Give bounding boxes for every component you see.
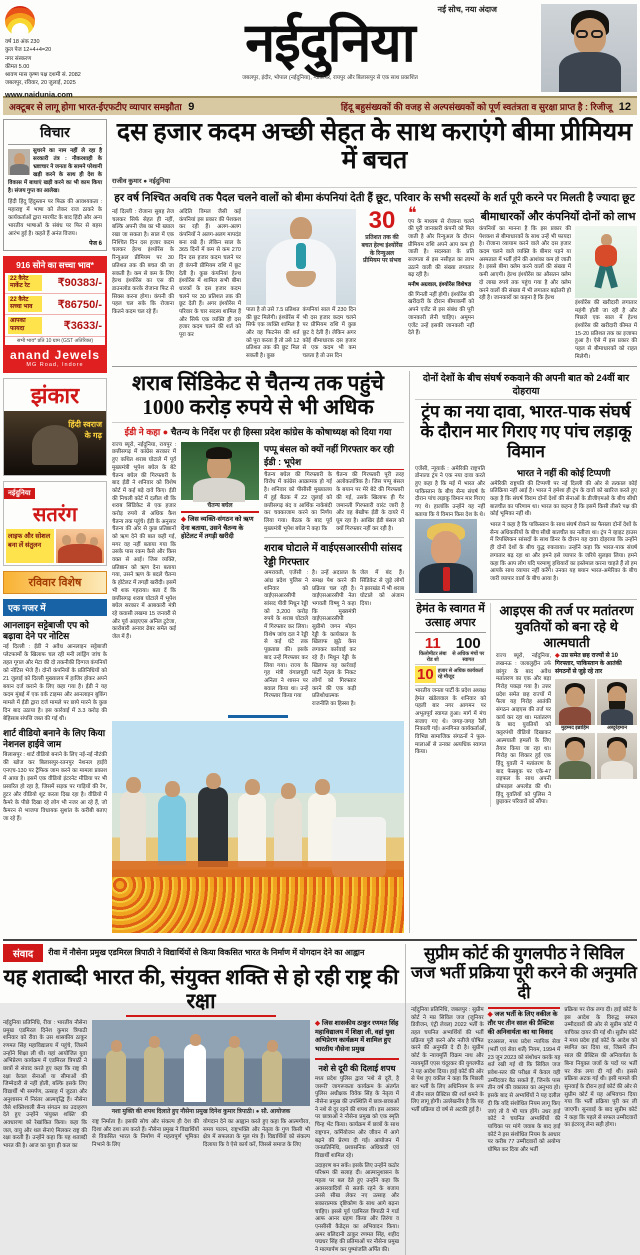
court-bullet: ◆ जज भर्ती के लिए वकील के तौर पर तीन साल की प्रैक्टिस की अनिवार्यता का था विवाद bbox=[488, 1007, 561, 1037]
satrang-brand: नईदुनिया bbox=[4, 488, 35, 499]
jeweller-address: MG Road, Indore bbox=[26, 361, 84, 368]
quote-text: एप के माध्यम से रोजाना चलने की पूरी जानकारी कंपनी को मिल जाती है और रिन्युअल के दौरान प्रीमियम राशि अपने आप कम हो जाती है। सदस्यता के प्रति सजगता से इस नसीहत का लाभ उठाने वाली की संख्या लगातार बढ़ रही है। bbox=[408, 218, 474, 279]
gold-rate-ad[interactable] bbox=[3, 256, 107, 373]
hemant-welcome-box[interactable] bbox=[415, 603, 491, 807]
tagline: नई सोच, नया अंदाज bbox=[437, 5, 497, 14]
stat-number: 11 bbox=[424, 634, 441, 652]
liquor-highlight-bullet: ◆ जिस व्यक्ति-संगठन को ऋण देना बताया, उसने चैतन्य के होटेलट में तगड़ी खरीदी bbox=[181, 516, 259, 542]
lead-column: अदिति विमल जैसी कई कंपनियां इस प्रकार की पेशकश कर रही हैं। अलग-अलग कंपनियों ने अलग-अलग मापदंड बना रखे हैं। लेकिन साल के 365 दिनों में कम से कम 270 दिन दस हजार कदम चलने पर ही कंपनी प्रीमियम राशि में छूट देती है। कुछ कंपनियां हेल्थ इंश्योरेंस में शामिल सभी बीमा धारकों के दस हजार कदम चलने पर 30 प्रतिशत तक की छूट देती हैं। अगर इंश्योरेंस में परिवार के चार सदस्य शामिल हैं और सिर्फ एक व्यक्ति ही दस हजार कदम चलने की शर्त को पूरा कर bbox=[179, 209, 241, 338]
quote-icon: ❝ bbox=[408, 205, 417, 222]
liquor-headline: शराब सिंडिकेट से चैतन्य तक पहुंचे 1000 करोड़ रुपये से भी अधिक bbox=[132, 370, 384, 419]
doctor-photo bbox=[246, 209, 356, 305]
conversion-bullet: ◆ उप्र समेत छह राज्यों से 10 गिरफ्तार, पाकिस्तान के आतंकी संगठनों से जुड़े रहे तार bbox=[555, 653, 637, 676]
conversion-story[interactable] bbox=[496, 603, 637, 807]
brief-body: नई दिल्ली : ईडी ने अवैध आनलाइन सट्टेबाजी प्लेटफार्मों के खिलाफ चल रही मनी लांड्रिंग जांच के तहत गूगल और मेटा की दो तकनीकी दिग्गज कंपनियों को नोटिस भेजे हैं। दोनों कंपनियों के प्रतिनिधियों को 21 जुलाई को दिल्ली मुख्यालय में हाजिर होकर अपने बयान दर्ज कराने के लिए कहा गया है। ईडी ने यह कदम मुंबई में एक वर्क टाइम्स और आनलाइन बुकिंग मामले में ईडी द्वारा दर्ज मामले पर छापे मारने के कुछ दिन बाद उठाया है। इस कार्रवाई में 3.3 करोड़ की बेहिसाब संपत्ति जब्त की गई थी। bbox=[3, 644, 107, 722]
suspect-name: अब्दुर्रहमान bbox=[607, 724, 627, 731]
edition-volume: वर्ष 18 अंक 230 bbox=[5, 39, 40, 45]
chaitanya-photo bbox=[181, 442, 259, 500]
oath-photo bbox=[92, 1020, 310, 1106]
reddy-arrest-box bbox=[264, 537, 404, 708]
navy-column: नईदुनिया प्रतिनिधि, रीवा : भारतीय नौसेना प्रमुख एडमिरल दिनेश कुमार त्रिपाठी शनिवार को रीवा के उस शासकीय ठाकुर रणमत सिंह महाविद्यालय में पहुंचे, जिसमें उन्होंने शिक्षा ली थी। यहां आयोजित युवा अभिप्रेरण कार्यक्रम में एडमिरल त्रिपाठी ने छात्रों से संवाद करते हुए कहा कि राष्ट्र की रक्षा केवल सेनाओं या सीमाओं की जिम्मेदारी से नहीं होती, बल्कि इसके लिए विद्यार्थी भी समर्पण, उत्साह में जुटता और अनुशासन में निरंतर आत्मवृद्धि हैं। नौसेना जैसे शक्तिशाली सैन्य संगठन का उदाहरण देते हुए उन्होंने 'संयुक्त शक्ति' की अवधारणा को रेखांकित किया। कहा कि जल, वायु और थल सेनाएं मिलकर राष्ट्र की रक्षा करती हैं। उन्होंने कहा कि यह शताब्दी भारत की है। आज का युवा ही कल का bbox=[3, 1019, 87, 1149]
court-column: दरअसल, मध्य प्रदेश न्यायिक सेवा (भर्ती एवं सेवा शर्तें) नियम, 1994 में 23 जून 2023 को संशोधन करके यह शर्त रखी गई थी कि सिविल जज प्रवेश-स्तर की परीक्षा में केवल वही उम्मीदवार बैठ सकते हैं, जिनके पास तीन वर्ष की वकालत का अनुभव हो। इसके बाद से अभ्यर्थियों ने यह दलील दी कि यदि संशोधित नियम लागू किए जाएं तो वे भी पात्र होंगे। उधर हाई कोर्ट ने चयनित अभ्यर्थियों की याचिका पर मांगे जवाब के बाद हाई कोर्ट ने इस संशोधित नियम के आधार पर करीब 77 उम्मीदवारों को अयोग्य घोषित कर दिया और भर्ती bbox=[487, 1039, 561, 1153]
stethoscope-icon bbox=[296, 243, 306, 269]
hemant-body: भारतीय जनता पार्टी के प्रदेश अध्यक्ष हेमंत खंडेलवाल के शनिवार को पहली बार नगर आगमन पर अभूतपूर्व स्वागत हुआ। मार्ग में मंच सजाए गए थे। जगह-जगह रैली निकाली गई। अनगिनत कार्यकर्ताओं, विभिन्न सामाजिक संगठनों ने फूल-मालाओं से उनका अत्यधिक स्वागत किया। bbox=[415, 687, 486, 756]
stat-number: 30 bbox=[368, 207, 396, 234]
court-column: प्रक्रिया पर रोक लगा दी। हाई कोर्ट के इस आदेश के विरुद्ध सफल उम्मीदवारों की ओर से सुप्रीम कोर्ट में याचिका दायर की गई थी। सुप्रीम कोर्ट ने मध्य प्रदेश हाई कोर्ट के आदेश को स्थगित कर दिया था, जिसमें तीन साल की प्रैक्टिस की अनिवार्यता के बिना नियुक्त जजों के पदों पर भर्ती पर रोक लगा दी गई थी। इससे प्रक्रिया अटक गई थी। इसी मामले की सुनवाई के दौरान हाई कोर्ट की ओर से सुप्रीम कोर्ट में यह अभिवचन दिया गया कि भर्ती प्रक्रिया पूरी कर ली जाएगी। सुनवाई के बाद सुप्रीम कोर्ट ने कहा कि पहले से सफल उम्मीदवारों का इंटरव्यू लेना सही होगा। bbox=[564, 1007, 638, 1129]
price: कीमत 5.00 bbox=[5, 63, 30, 70]
reddy-column: है। उन्हें अदालत के समक्ष पेश करने की प्रक्रिया चल रही है। वाईएसआरसीपी नेता भगवती विष्णु ने कहा कि मुख्यमंत्री वाईएसआरसीपी सुप्रीमो जगन मोहन रेड्डी के कार्यकाल के खिलाफ झूठे केस लगाकर कार्रवाई कर रहे हैं। मिधुन रेड्डी के खिलाफ यह कार्रवाई पार्टी नेतृत्व के निकट लोगों को गिरफ्तार करने की एक कड़ी प्रतिशोधात्मक राजनीति का हिस्सा है। bbox=[312, 570, 356, 707]
city-edition: नगर संस्करण bbox=[5, 55, 32, 62]
trump-story[interactable] bbox=[415, 371, 637, 594]
opinion-item[interactable]: सुधरने का नाम नहीं ले रहा है सरकारी तंत्र : नौकरशाही के भ्रष्टाचार ने जनता के सामने परेशानी खड़ी करने के साथ ही देश के विकास में बाधाएं खड़ी करने का भी काम किया है। संजय गुप्त का आलेख। bbox=[8, 148, 102, 194]
red-rule bbox=[126, 1015, 276, 1017]
quote-extra: की गिनती नहीं होगी। इंश्योरेंस की खरीदारी के दौरान बीमाकर्मी को अपने एजेंट से इस संबंध की पूरी जानकारी लेनी चाहिए। अमूमन एजेंट उन्हें इसकी जानकारी नहीं देते हैं। bbox=[408, 291, 474, 337]
conversion-headline: आइएस की तर्ज पर मतांतरण युवतियों को बना रहे थे आत्मघाती bbox=[499, 603, 634, 650]
benefit-column: इंश्योरेंस की खरीदारी लगातार महंगी होती जा रही है और पिछले एक साल में हेल्थ इंश्योरेंस की खरीदारी कीमत में 15-20 प्रतिशत तक का इजाफा हुआ है। ऐसे में इस प्रकार की पहल से बीमाधारकों को राहत मिलेगी। bbox=[575, 300, 637, 360]
india-box-title: भारत ने नहीं की कोई टिप्पणी bbox=[516, 467, 611, 478]
oath-pledge-box bbox=[315, 1063, 399, 1161]
gold-ad-header: 916 सोने का सच्चा भाव* bbox=[5, 258, 105, 273]
at-a-glance-header: एक नजर में bbox=[3, 599, 107, 616]
satrang-caption: लाइफ और सोशल बना लें संतुलन bbox=[6, 529, 54, 563]
stat-text: प्रतिशत तक की बचत हेल्थ इंश्योरेंस के रिन्युअल प्रीमियम पर संभव bbox=[361, 235, 403, 265]
hindu-date: श्रावण मास कृष्ण पक्ष दशमी सं. 2082 bbox=[5, 72, 81, 78]
india-no-comment-box bbox=[490, 466, 637, 519]
flower-garlands bbox=[112, 877, 404, 933]
masthead bbox=[3, 4, 637, 99]
sunday-special-banner: रविवार विशेष bbox=[3, 571, 107, 594]
teaser-right-page: 12 bbox=[618, 101, 631, 113]
left-sidebar bbox=[3, 119, 107, 933]
oath-photo-caption: नशा मुक्ति की शपथ दिलाते हुए नौसेना प्रमुख दिनेश कुमार त्रिपाठी। ● सौ. आयोजक bbox=[111, 1108, 291, 1115]
reddy-column: अमरावती, एजेंसी : आंध्र प्रदेश पुलिस ने शनिवार को वाईएसआरसीपी सांसद पीवी मिधुन रेड्डी को 3,200 करोड़ रुपये के शराब घोटाले में गिरफ्तार कर लिया। विशेष जांच दल ने रेड्डी से कई घंटे तक पूछताछ की। इसके बाद उन्हें गिरफ्तार कर लिया गया। राज्य के गृह मंत्री वंगालपुड़ी अनिता ने शासन पर बवाल किया था। उन्हें गिरफ्तार किया गया bbox=[264, 570, 308, 700]
jeweller-brand bbox=[5, 345, 105, 371]
lead-headline: दस हजार कदम अच्छी सेहत के साथ कराएंगे बीमा प्रीमियम में बचत bbox=[116, 119, 633, 174]
teaser-right[interactable] bbox=[341, 100, 631, 113]
gold-row-value: ₹3633/- bbox=[63, 320, 102, 333]
jhankar-promo[interactable] bbox=[3, 378, 107, 476]
suspect-name: मुहम्मद इब्राहिम bbox=[561, 724, 589, 731]
publication-info bbox=[5, 38, 125, 88]
stat-label: से अधिक मंचों पर स्वागत bbox=[452, 650, 485, 663]
opinion-page-ref: पेज 6 bbox=[89, 240, 102, 247]
edition-cities-line: जबलपुर, इंदौर, भोपाल (नईदुनिया), ग्वालियर, रायपुर और बिलासपुर से एक साथ प्रकाशित bbox=[242, 74, 418, 81]
court-story[interactable] bbox=[405, 944, 637, 1255]
quote-author: मनीष अग्रवाल, इंश्योरेंस विशेषज्ञ bbox=[408, 282, 472, 289]
hemant-title: हेमंत के स्वागत में उत्साह अपार bbox=[415, 603, 486, 632]
liquor-scam-story[interactable] bbox=[112, 371, 404, 709]
pappu-column: चैतन्य की गिरफ्तारी पूरी तरह अलोकतांत्रिक है। जिस पप्पू बंसल के बयान पर मेरे बेटे की गिरफ्तारी की गई, उसके खिलाफ ही गैर जमानती गिरफ्तारी वारंट जारी है और वह बेखौफ ईडी के दायरे में घूम रहा है। आखिर ईडी बंसल को क्यों गिरफ्तार नहीं कर रही है। bbox=[336, 471, 404, 532]
reddy-box-title: शराब घोटाले में वाईएसआरसीपी सांसद रेड्डी गिरफ्तार bbox=[264, 543, 402, 569]
satrang-promo[interactable] bbox=[3, 481, 107, 566]
stat-label: किलोमीटर लंबा रोड शो bbox=[418, 650, 447, 663]
lead-story[interactable] bbox=[112, 119, 637, 367]
gold-ad-note: सभी भाव* प्रति 10 ग्राम (GST अतिरिक्त) bbox=[16, 337, 94, 344]
brief-headline: शार्ट वीडियो बनाने के लिए किया नेशनल हाईवे जाम bbox=[3, 727, 106, 750]
benefit-column: कंपनियों का मानना है कि इस प्रकार की पेशकश से बीमाधारकों के साथ उन्हें भी फायदा है। रोजाना व्यायाम करने वाले और दस हजार कदम चलने वाले व्यक्ति के बीमार पड़ने या अस्पताल में भर्ती होने की आशंका कम हो जाती है। इससे बीमा क्लेम करने वालों की संख्या में कमी आएगी। हेल्थ इंश्योरेंस का औसतन क्लेम दो लाख रुपये तक पहुंच गया है और क्लेम करने वालों की संख्या में भी लगातार बढ़ोतरी हो रही है। जानकारों का कहना है कि हेल्थ bbox=[479, 226, 571, 302]
lead-column: कंपनियां साल में 230 दिन भी दस हजार कदम चलने पर प्रीमियम राशि में कुछ छूट दे देती हैं। लेकिन अगर कोई बीमाधारक दस हजार से एक कदम भी कम चलता है तो उस दिन bbox=[302, 307, 356, 360]
ed-said-label: ईडी ने कहा bbox=[124, 426, 161, 437]
gold-row-value: ₹90383/- bbox=[57, 277, 102, 290]
gold-row-label: 22 कैरेट मार्केट रेट bbox=[8, 275, 42, 291]
teaser-left-page: 9 bbox=[188, 101, 195, 113]
navy-column: राष्ट्र निर्माता है। इसकी सोच और संकल्प ही देश की दिशा और दशा तय करते हैं। नौसेना प्रमुख ने विद्यार्थियों से विकसित भारत के निर्माण में महत्वपूर्ण भूमिका निभाने के लिए bbox=[92, 1118, 199, 1148]
satrang-title: सतरंग bbox=[32, 503, 78, 526]
opinion-item[interactable]: हिंदी हिंदू हिंदुस्तान पर फिक्र की आवश्यकता : महाराष्ट्र में भाषा को लेकर राज ठाकरे के कार्यकर्ताओं द्वारा मारपीट के बाद हिंदी और अन्य भारतीय भाषाओं के संबंध पर फिर से बहस आरंभ हुई है। कहते हैं अनंत विजय। bbox=[8, 198, 102, 237]
gold-row-label: आपका फायदा bbox=[8, 317, 42, 333]
jhankar-title: झंकार bbox=[30, 382, 80, 408]
teaser-strip bbox=[3, 96, 637, 115]
oath-box-body: मध्य प्रदेश पुलिस द्वारा 'नशे से दूरी, है जरूरी' जागरूकता कार्यक्रम के अंतर्गत पुलिस अधीक्षक विवेक सिंह के नेतृत्व में नौसेना प्रमुख की उपस्थिति में छात्र-छात्राओं ने नशे से दूर रहने की शपथ ली। इस अवसर पर छात्राओं ने नौसेना प्रमुख को एक स्मृति चिन्ह भेंट किया। कार्यक्रम में छात्रों के साथ राष्ट्रगान, कर्मियोजन और जीवन में आगे बढ़ने की प्रेरणा दी गई। आयोजन में जनप्रतिनिधि, प्रशासनिक अधिकारी एवं विद्यार्थी शामिल रहे। bbox=[315, 1076, 399, 1159]
benefit-subarticle bbox=[479, 209, 637, 362]
stat-number: 10 bbox=[417, 665, 434, 683]
navy-kicker: रीवा में नौसेना प्रमुख एडमिरल त्रिपाठी ने विद्यार्थियों से किया विकसित भारत के निर्माण में योगदान देने का आह्वान bbox=[48, 948, 365, 958]
suspect-mugshot bbox=[597, 679, 637, 725]
family-photo bbox=[56, 529, 104, 563]
chaitanya-photo-caption: चैतन्य बघेल bbox=[181, 500, 259, 513]
website-url: www.naidunia.com bbox=[5, 89, 73, 99]
brief-headline: आनलाइन सट्टेबाजी एप को बढ़ावा देने पर नोटिस bbox=[3, 619, 89, 642]
news-brief[interactable] bbox=[3, 620, 107, 724]
navy-headline: यह शताब्दी भारत की, संयुक्त शक्ति से हो रही राष्ट्र की रक्षा bbox=[3, 964, 399, 1013]
date-line: जबलपुर, रविवार, 20 जुलाई, 2025 bbox=[5, 80, 76, 87]
suspect-mugshot bbox=[555, 733, 595, 779]
lead-column: पाता है तो उसे 7.5 प्रतिशत की छूट मिलेगी। इंश्योरेंस में सिर्फ एक व्यक्ति शामिल है और वह फिटनेस की शर्त को पूरा करता है तो उसे 12 प्रतिशत तक की छूट मिल सकती है। कुछ bbox=[246, 307, 300, 360]
benefit-title: बीमाधारकों और कंपनियों दोनों को लाभ bbox=[480, 211, 636, 223]
stat-number: 100 bbox=[455, 634, 481, 652]
liquor-kicker-text: चैतन्य के निर्देश पर ही हिस्सा प्रदेश कांग्रेस के कोषाध्यक्ष को दिया गया bbox=[170, 426, 392, 437]
lead-byline: राजीव कुमार ● नईदुनिया bbox=[112, 178, 171, 185]
trump-kicker: दोनों देशों के बीच संघर्ष रुकवाने की अपनी बात को 24वीं बार दोहराया bbox=[415, 371, 637, 400]
suspect-mugshot bbox=[555, 679, 595, 725]
pappu-box-title: पप्पू बंसल को क्यों नहीं गिरफ्तार कर रही ईडी : भूपेश bbox=[264, 442, 404, 470]
navy-column: उदाहरण बन सकें। इसके लिए उन्होंने कठोर परिश्रम की सलाह दी। आत्मानुशासन के महत्व पर बल देते हुए उन्होंने कहा कि अवसरवादियों से सतर्क रहने के बजाय उनसे सीख लेकर नए उत्साह और सकारात्मक दृष्टिकोण के साथ आगे बढ़ना चाहिए। इससे पूर्व एडमिरल त्रिपाठी ने गार्ड आफ आनर ग्रहण किया और तिरंगा व एनसीसी कैडेट्स का अभिवादन किया। अमर बलिदानी ठाकुर रणमत सिंह, शहीद पद्मधर सिंह की प्रतिमाओं पर नौसेना प्रमुख ने माल्यार्पण कर पुष्पांजलि अर्पित की। bbox=[315, 1162, 399, 1254]
trump-headline: ट्रंप का नया दावा, भारत-पाक संघर्ष के दौरान मार गिराए गए पांच लड़ाकू विमान bbox=[420, 401, 632, 462]
red-tie bbox=[443, 567, 450, 591]
court-headline: सुप्रीम कोर्ट की युगलपीठ ने सिविल जज भर्ती प्रक्रिया पूरी करने की अनुमति दी bbox=[411, 943, 637, 1003]
reddy-column: जेल में बंद हैं। सिंडिकेट से जुड़े लोगों ने झारखंड में भी शराब घोटाले को अंजाम दिया। bbox=[360, 570, 404, 608]
jeweller-name: anand Jewels bbox=[9, 347, 101, 362]
roadshow-photo bbox=[112, 721, 404, 933]
trump-column: भारत ने कहा है कि पाकिस्तान के साथ संघर्ष रोकने का फैसला दोनों देशों के सैन्य अधिकारियों के बीच सीधी बातचीत का नतीजा था। ट्रंप ने व्हाइट हाउस में रिपब्लिकन सांसदों के साथ डिनर के दौरान यह दावा दोहराया कि उन्होंने ही दोनों देशों के बीच युद्ध रुकवाया। उन्होंने कहा कि भारत-पाक संघर्ष लगातार बढ़ रहा था और हमने इसे व्यापार के जरिये सुलझा लिया। हमने कहा कि आप लोग यदि परमाणु हथियारों का इस्तेमाल करना चाहते हैं तो हम आपके साथ व्यापार नहीं करेंगे। उनका यह बयान भारत-अमेरिका के बीच जारी व्यापार वार्ता के बीच आया है। bbox=[490, 522, 637, 582]
brief-body: बिलासपुर : शार्ट वीडियो बनाने के लिए नई-नई नौटंकी की खोज कर बिलासपुर-रतनपुर नेशनल हाईवे एनएच-130 पर ट्रैफिक जाम करने का मामला प्रकाश में आया है। इसमें एक वीडियो इंटरनेट मीडिया पर भी प्रसारित हो रहा है, जिसमें सड़क पर गाड़ियों की रेंग, हूटर और वीडियो शूट करता दिख रहा है। वीडियो में कैमरे के पीछे दिखा रहे लोग भी नजर आ रहे हैं, जो कैमरन से भाजपा विधायक सुशांत के करीबी बताए जा रहे हैं। bbox=[3, 752, 107, 823]
lead-column: नई दिल्ली : रोजाना सुबह तेज चलकर सिर्फ सेहत ही नहीं, बल्कि अपनी जेब का भी ख्याल रखा जा सकता है। साल में एक निश्चित दिन दस हजार कदम चलकर हेल्थ इंश्योरेंस के रिन्युअल प्रीमियम पर 30 प्रतिशत तक की बचत की जा सकती है। कम से कम के लिए हेल्थ इंश्योरेंस का एस की डाउनलोड करके रोजाना फिट से सिक्स करना होगा। कंपनी की पहल चल सके कि रोजाना कितने कदम चल रहे हैं। bbox=[112, 209, 174, 315]
oath-box-title: नशे से दूरी की दिलाई शपथ bbox=[318, 1064, 396, 1073]
court-column: नईदुनिया प्रतिनिधि, जबलपुर : सुप्रीम कोर्ट ने मप्र सिविल जज (जूनियर डिवीजन, एंट्री लेवल) 2022 भर्ती के तहत चयनित अभ्यर्थियों की भर्ती प्रक्रिया पूरी करने और नतीजे घोषित करने की अनुमति दे दी है। सुप्रीम कोर्ट के न्यायमूर्ति विक्रम नाथ और न्यायमूर्ति एएस चंदूरकर की युगलपीठ ने यह आदेश दिया। हाई कोर्ट की ओर से पेश हुए वकील ने कहा कि पिछली बार भर्ती के लिए अधिनियम के रूप में तीन साल प्रैक्टिस की शर्त थमने के लिए लागू होगी। उल्लेखनीय है कि यह भर्ती प्रक्रिया दो वर्ष से अटकी हुई है। bbox=[411, 1007, 484, 1113]
total-pages: कुल पेज 12+4+4=20 bbox=[5, 47, 52, 54]
savings-stat bbox=[361, 209, 403, 362]
teaser-right-text: हिंदू बहुसंख्यकों की वजह से अल्पसंख्यकों को पूर्ण स्वतंत्रता व सुरक्षा प्राप्त है : रिजीजू bbox=[340, 102, 613, 112]
opinion-title: विचार bbox=[8, 123, 102, 145]
india-box-body: अमेरिकी राष्ट्रपति की टिप्पणी पर नई दिल्ली की ओर से तत्काल कोई प्रतिक्रिया नहीं आई है। भारत ने हमेशा ही ट्रंप के दावों को खारिज करते हुए कहा है कि संघर्ष विराम दोनों देशों की सेनाओं के डीजीएमओ के बीच सीधी बातचीत का परिणाम था। भारत का कहना है कि इसमें किसी तीसरे पक्ष की कोई भूमिका नहीं थी। bbox=[490, 480, 637, 518]
naidunia-sun-logo-icon bbox=[5, 6, 35, 36]
columnist-photo bbox=[8, 149, 30, 175]
pappu-bansal-box bbox=[264, 442, 404, 534]
navy-column: योगदान देने का आह्वान करते हुए कहा कि आत्मगौरव, समय पालन, राष्ट्रभक्ति और नेतृत्व के गुण किसी भी क्षेत्र में सफलता के मूल मंत्र हैं। विद्यार्थियों को संकल्प दिलाया कि वे ऐसे कार्य करें, जिससे समाज के लिए bbox=[203, 1118, 310, 1148]
expert-quote bbox=[408, 205, 474, 362]
rijiju-photo bbox=[541, 4, 637, 92]
suspect-mugshot bbox=[597, 733, 637, 779]
news-brief[interactable] bbox=[3, 728, 107, 824]
navy-chief-story[interactable] bbox=[3, 944, 399, 1255]
gold-row-value: ₹86750/- bbox=[57, 298, 102, 311]
teaser-left[interactable] bbox=[9, 100, 194, 113]
pappu-column: चैतन्य बघेल की गिरफ्तारी के विरोध में कांग्रेस आक्रामक हो गई है। शनिवार को पीसीसी मुख्यालय में हुई बैठक में 22 जुलाई को छत्तीसगढ़ बंद व आर्थिक नाकेबंदी कर चक्काजाम करने का निर्णय लिया गया। बैठक के बाद पूर्व मुख्यमंत्री भूपेश बघेल ने कहा कि bbox=[264, 471, 332, 532]
stat-label: हजार से अधिक कार्यकर्ता रहे मौजूद bbox=[437, 668, 483, 681]
trump-column: एजेंसी, न्यूयार्क : अमेरिकी राष्ट्रपति डोनाल्ड ट्रंप ने एक नया दावा करते हुए कहा है कि मई में भारत और पाकिस्तान के बीच सैन्य संघर्ष के दौरान पांच लड़ाकू विमान मार गिराए गए थे। हालांकि उन्होंने यह नहीं बताया कि ये विमान किस देश के थे। bbox=[415, 465, 485, 518]
trump-photo bbox=[415, 519, 477, 593]
teaser-left-text: अक्टूबर से लागू होगा भारत-ईएफटीए व्यापार समझौता bbox=[9, 102, 182, 112]
lead-subhead: हर वर्ष निश्चित अवधि तक पैदल चलने वालों को बीमा कंपनियां देती हैं छूट, परिवार के सभी सदस्यों के शर्त पूरी करने पर मिलती है ज्यादा छूट bbox=[112, 187, 637, 205]
jhankar-image bbox=[4, 411, 106, 475]
conversion-body: राज्य ब्यूरो, नईदुनिया, लखनऊ : जलालुद्दीन उर्फ छांगुर के बाद अवैध मतांतरण का एक और बड़ा गिरोह पकड़ा गया है। उत्तर प्रदेश समेत छह राज्यों में फैला यह गिरोह आतंकी संगठन आइएस की तर्ज पर कार्य कर रहा था। मतांतरण के बाद युवतियों को कट्टरपंथी वीडियो दिखाकर आत्मघाती हमलों के लिए तैयार किया जा रहा था। गिरोह का शिकार हुई एक हिंदू युवती ने मतांतरण के बाद फेसबुक पर एके-47 राइफल के साथ अपनी प्रोफाइल अपलोड की थी। हिंदू युवतियों को पुलिस ने छुड़ाकर परिवारों को सौंपा। bbox=[496, 653, 551, 806]
blue-rule bbox=[228, 715, 288, 718]
newspaper-logo: नईदुनिया bbox=[245, 13, 415, 73]
roadshow-photo-block bbox=[112, 715, 404, 933]
opinion-box bbox=[3, 119, 107, 251]
navy-highlight-note: ◆ जिस शासकीय ठाकुर रणमत सिंह महाविद्यालय में शिक्षा ली, वहां युवा अभिप्रेरण कार्यक्रम में शामिल हुए भारतीय नौसेना प्रमुख bbox=[315, 1020, 399, 1060]
glasses-icon bbox=[576, 30, 588, 38]
jhankar-caption: हिंदी स्वराज के गढ़ bbox=[68, 419, 102, 440]
gold-row-label: 22 कैरेट सच्चा भाव bbox=[8, 296, 42, 312]
liquor-kicker: ईडी ने कहा ● चैतन्य के निर्देश पर ही हिस्सा प्रदेश कांग्रेस के कोषाध्यक्ष को दिया गया bbox=[112, 422, 404, 438]
samvad-tag: संवाद bbox=[3, 944, 43, 962]
walking-person-illustration bbox=[575, 226, 637, 298]
liquor-column: राज्य ब्यूरो, नईदुनिया, रायपुर : छत्तीसगढ़ में कांग्रेस सरकार में हुए कथित शराब घोटाले में पूर्व मुख्यमंत्री भूपेश बघेल के बेटे चैतन्य बघेल की गिरफ्तारी के बाद ईडी ने शनिवार को विशेष कोर्ट में कई बड़े दावे किए। ईडी की निचली कोर्ट में दलील थी कि शराब सिंडिकेट से एक हजार करोड़ रुपये से अधिक कैश चैतन्य तक पहुंचे। ईडी के अनुसार चैतन्य की ओर से कुछ प्रतिष्ठानों को ऋण देने की बात कही गई, मगर वह नहीं बताया गया कि उसके पास रकम कैसे और किस वक्त से आई। जिस व्यक्ति, प्रतिष्ठान को ऋण देना बताया गया, उसने ऋण के बदले चैतन्य के होटेलट में तगड़ी खरीदी। इसमें भी शक गहराया। बता दें कि छत्तीसगढ़ शराब घोटाले में भूपेश बघेल सरकार में आबकारी मंत्री रहे कवासी लखमा 15 जनवरी से और पूर्व आइएएस अनिल टुटेजा, कारोबारी अनवर ढेबर समेत कई जेल में हैं। bbox=[112, 441, 176, 640]
